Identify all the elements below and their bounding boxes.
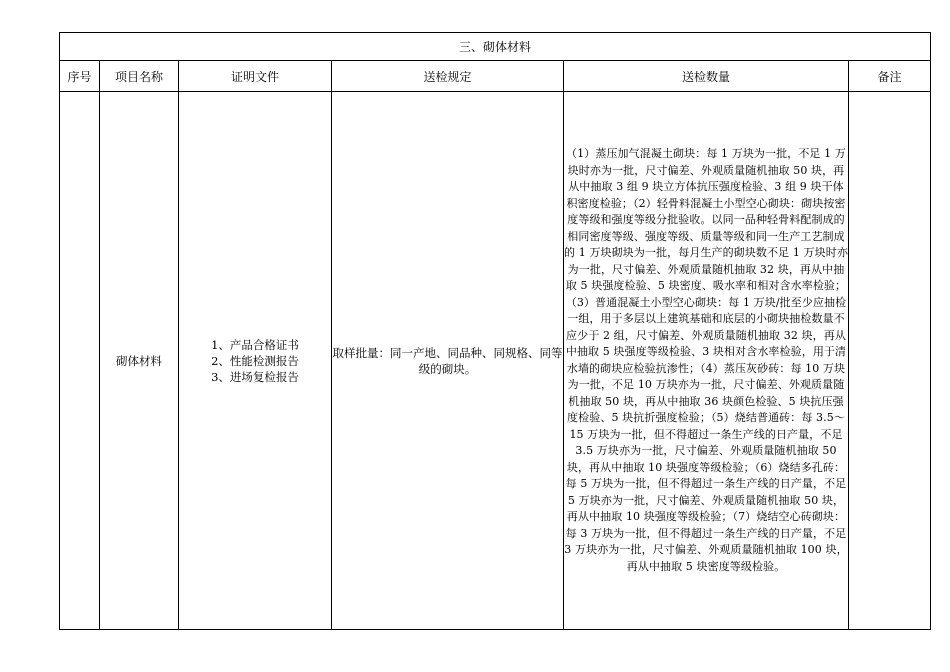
cell-quantity: （1）蒸压加气混凝土砌块：每 1 万块为一批，不足 1 万块时亦为一批，尺寸偏差、外观质量随机抽取 50 块，再从中抽取 3 组 9 块立方体抗压强度检验、3 组 9 块干体积密度检验；（2）轻骨料混凝土小型空心砌块：砌块按密度等级和强度等级分批验收。以同一品种轻骨料配制成的相同密度等级、强度等级、质量等级和同一生产工艺制成的 1 万块砌块为一批，每月生产的砌块数不足 1 万块时亦为一批，尺寸偏差、外观质量随机抽取 32 块，再从中抽取 5 块强度检验、5 块密度、吸水率和相对含水率检验；（3）普通混凝土小型空心砌块：每 1 万块/批至少应抽检一组，用于多层以上建筑基础和底层的小砌块抽检数量不应少于 2 组，尺寸偏差、外观质量随机抽取 32 块，再从中抽取 5 块强度等级检验、3 块相对含水率检验，用于清水墙的砌块应检验抗渗性；（4）蒸压灰砂砖：每 10 万块为一批，不足 10 万块亦为一批，尺寸偏差、外观质量随机抽取 50 块，再从中抽取 36 块颜色检验、5 块抗压强度检验、5 块抗折强度检验；（5）烧结普通砖：每 3.5～15 万块为一批，但不得超过一条生产线的日产量，不足 3.5 万块亦为一批，尺寸偏差、外观质量随机抽取 50 块，再从中抽取 10 块强度等级检验；（6）烧结多孔砖：每 5 万块为一批，但不得超过一条生产线的日产量，不足 5 万块亦为一批，尺寸偏差、外观质量随机抽取 50 块，再从中抽取 10 块强度等级检验；（7）烧结空心砖砌块：每 3 万块为一批，但不得超过一条生产线的日产量，不足 3 万块亦为一批，尺寸偏差、外观质量随机抽取 100 块，再从中抽取 5 块密度等级检验。 (564, 92, 849, 630)
doc-item: 1、产品合格证书 (211, 337, 299, 352)
header-rules: 送检规定 (332, 61, 564, 92)
cell-docs (179, 92, 332, 630)
cell-item-name: 砌体材料 (100, 92, 179, 630)
section-title: 三、砌体材料 (60, 33, 931, 61)
header-row (60, 61, 931, 92)
header-docs: 证明文件 (179, 61, 332, 92)
cell-rules: 取样批量：同一产地、同品种、同规格、同等级的砌块。 (332, 92, 564, 630)
section-title-row (60, 33, 931, 61)
doc-item: 3、进场复检报告 (211, 369, 299, 384)
cell-seq (60, 92, 100, 630)
materials-table (59, 32, 931, 630)
docs-list (211, 337, 299, 385)
cell-remarks (849, 92, 931, 630)
header-remarks: 备注 (849, 61, 931, 92)
header-seq: 序号 (60, 61, 100, 92)
doc-item: 2、性能检测报告 (211, 353, 299, 368)
table-row (60, 92, 931, 630)
header-quantity: 送检数量 (564, 61, 849, 92)
header-item-name: 项目名称 (100, 61, 179, 92)
